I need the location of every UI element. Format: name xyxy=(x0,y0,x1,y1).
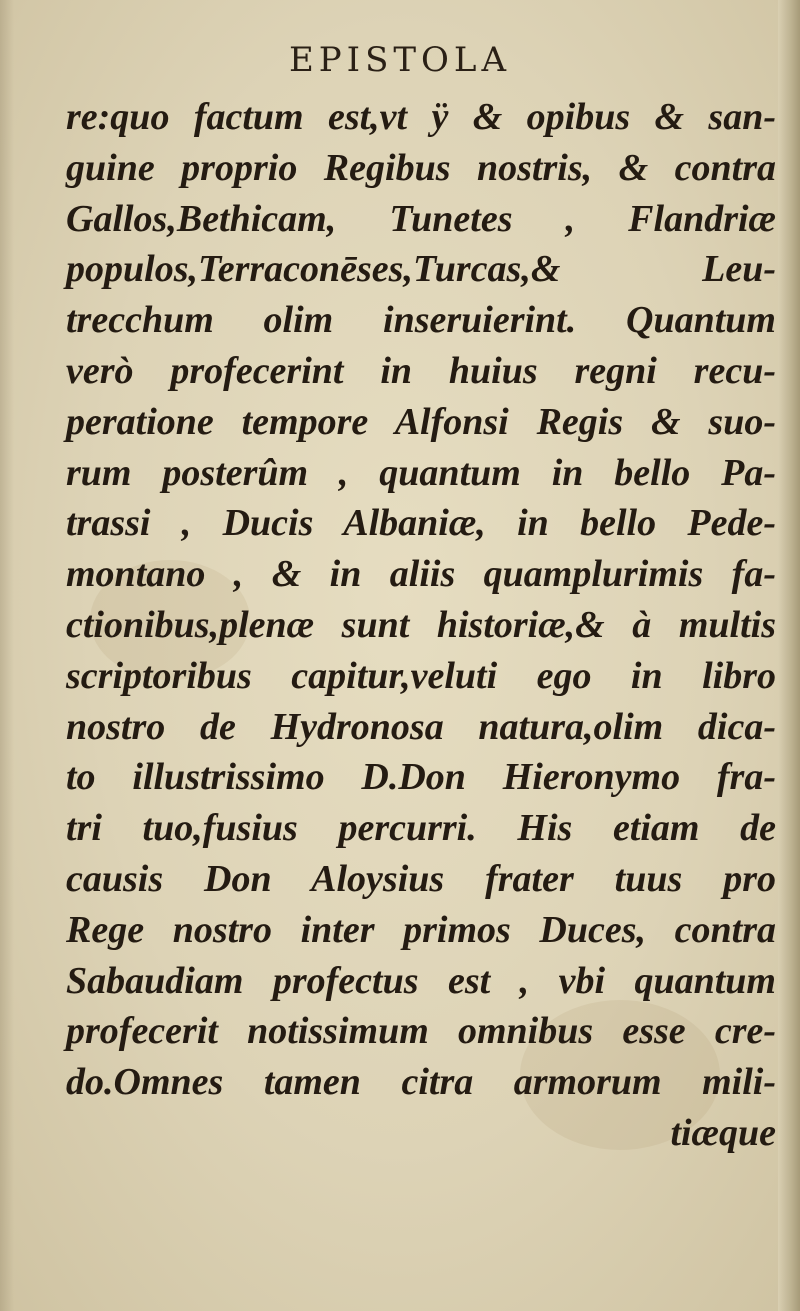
page-edge xyxy=(778,0,800,1311)
text-line: Gallos,Bethicam, Tunetes , Flandriæ xyxy=(66,197,776,240)
text-line: scriptoribus capitur,veluti ego in libro xyxy=(66,654,776,697)
text-line: ctionibus,plenæ sunt historiæ,& à multis xyxy=(66,603,776,646)
text-line: trassi , Ducis Albaniæ, in bello Pede- xyxy=(66,502,776,545)
text-line: to illustrissimo D.Don Hieronymo fra- xyxy=(66,756,776,799)
text-line: profecerit notissimum omnibus esse cre- xyxy=(66,1010,776,1053)
text-line: populos,Terraconēses,Turcas,& Leu- xyxy=(66,248,776,291)
text-line: tri tuo,fusius percurri. His etiam de xyxy=(66,807,776,850)
running-header: EPISTOLA xyxy=(288,40,512,80)
text-block xyxy=(66,92,776,1159)
text-line: Sabaudiam profectus est , vbi quantum xyxy=(66,959,776,1002)
text-line: montano , & in aliis quamplurimis fa- xyxy=(66,553,776,596)
text-line: rum posterûm , quantum in bello Pa- xyxy=(66,451,776,494)
catchword: tiæque xyxy=(670,1111,776,1154)
page-gutter-shadow xyxy=(0,0,14,1311)
text-line: peratione tempore Alfonsi Regis & suo- xyxy=(66,400,776,443)
text-line: trecchum olim inseruierint. Quantum xyxy=(66,299,776,342)
text-line: verò profecerint in huius regni recu- xyxy=(66,349,776,392)
text-line: re:quo factum est,vt ÿ & opibus & san- xyxy=(66,96,776,138)
text-line: guine proprio Regibus nostris, & contra xyxy=(66,146,776,189)
text-line: nostro de Hydronosa natura,olim dica- xyxy=(66,705,776,748)
text-line: do.Omnes tamen citra armorum mili- xyxy=(66,1061,776,1104)
text-line: Rege nostro inter primos Duces, contra xyxy=(66,908,776,951)
text-line: causis Don Aloysius frater tuus pro xyxy=(66,857,776,900)
